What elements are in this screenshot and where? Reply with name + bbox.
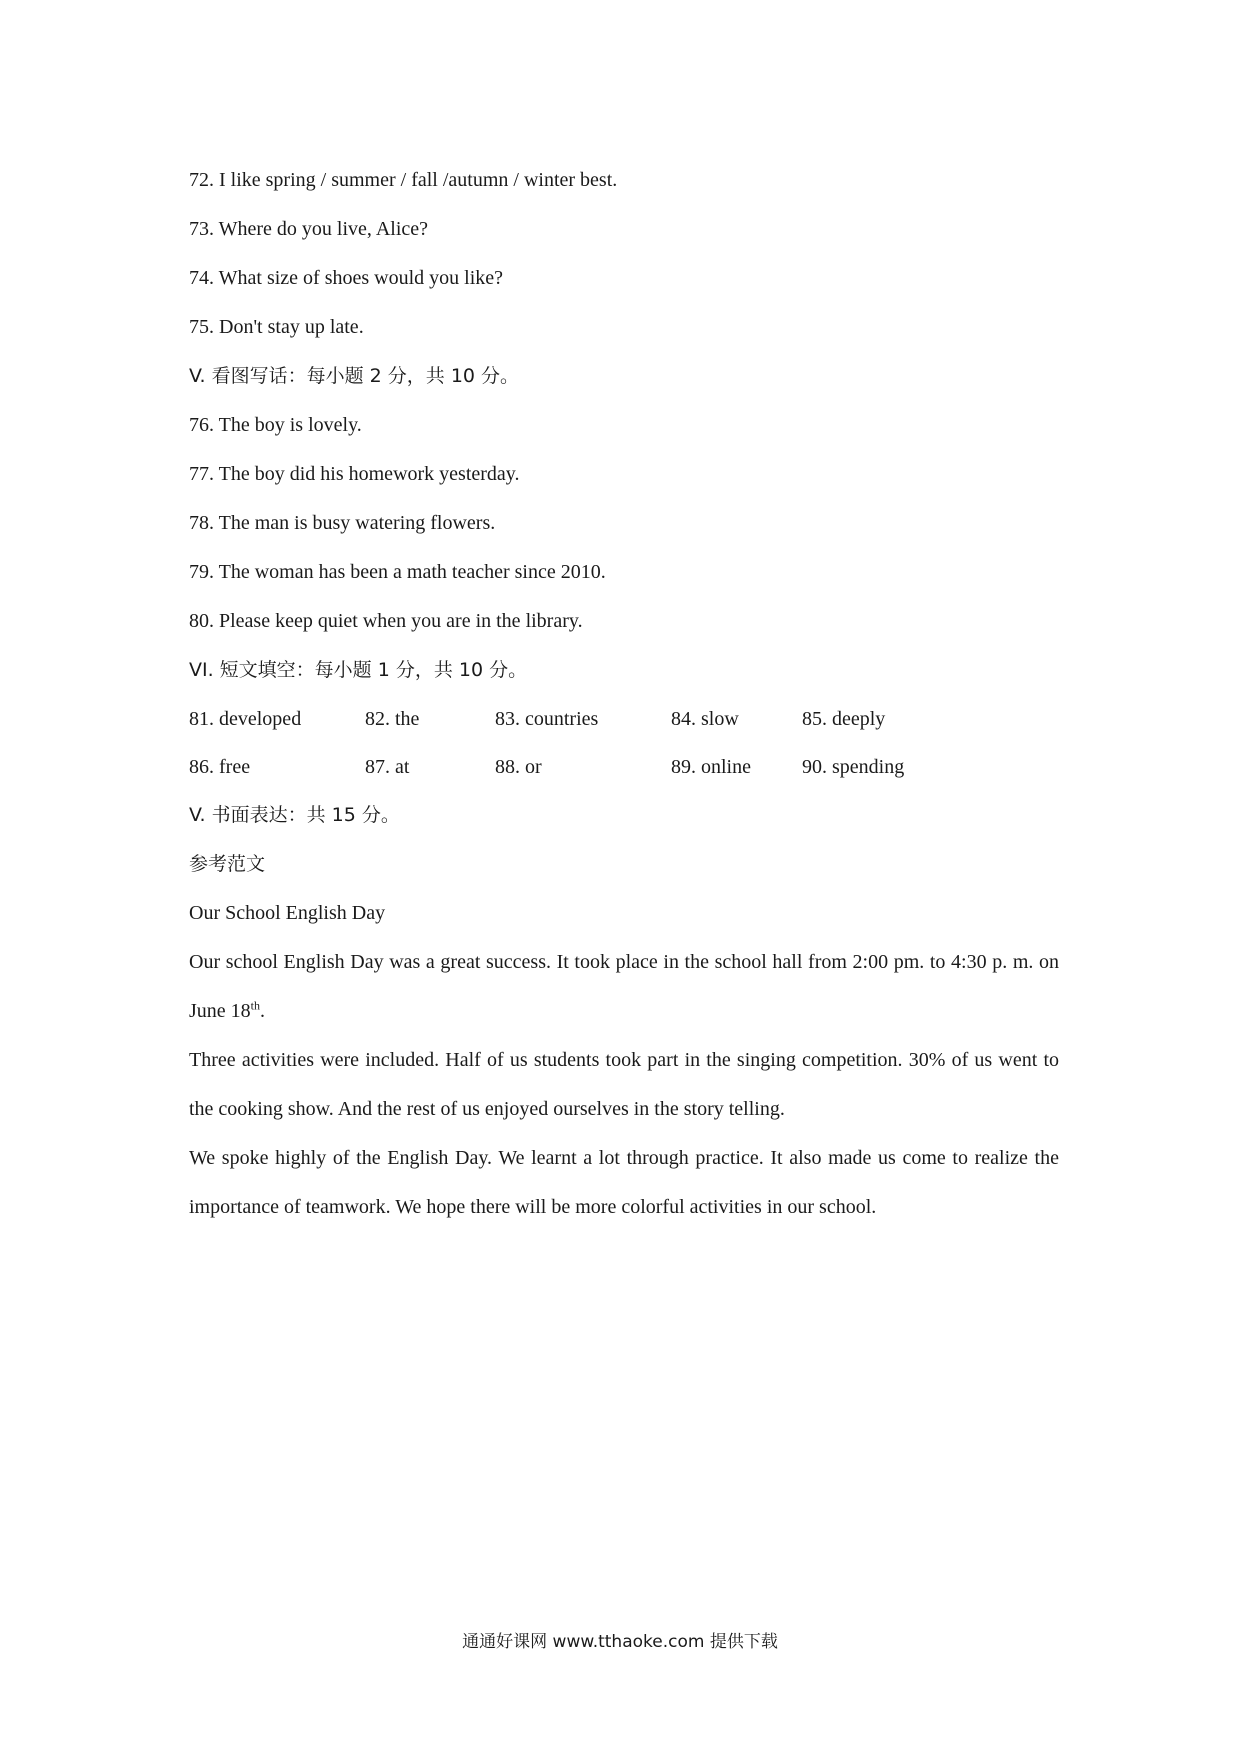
cloze-answer-88: 88. or bbox=[495, 756, 542, 778]
cloze-answer-87: 87. at bbox=[365, 756, 410, 778]
cloze-answer-84: 84. slow bbox=[671, 708, 739, 730]
ordinal-suffix: th bbox=[250, 998, 261, 1013]
essay-paragraph-1-end: . bbox=[260, 1000, 266, 1022]
section-heading-writing: V. 书面表达：共 15 分。 bbox=[189, 804, 400, 826]
answer-73: 73. Where do you live, Alice? bbox=[189, 218, 429, 240]
section-heading-cloze: VI. 短文填空：每小题 1 分，共 10 分。 bbox=[189, 659, 528, 681]
page-footer: 通通好课网 www.tthaoke.com 提供下载 bbox=[462, 1632, 778, 1652]
essay-paragraph-1 bbox=[189, 938, 1059, 1036]
cloze-answer-83: 83. countries bbox=[495, 708, 599, 730]
cloze-answer-86: 86. free bbox=[189, 756, 251, 778]
cloze-answer-81: 81. developed bbox=[189, 708, 302, 730]
cloze-answer-82: 82. the bbox=[365, 708, 420, 730]
answer-79: 79. The woman has been a math teacher since 2010. bbox=[189, 561, 606, 583]
answer-76: 76. The boy is lovely. bbox=[189, 414, 362, 436]
cloze-answer-85: 85. deeply bbox=[802, 708, 886, 730]
essay-paragraph-1-text: Our school English Day was a great success. It took place in the school hall from 2:00 pm. to 4:30 p. m. on June 18 bbox=[189, 951, 1059, 1022]
answer-72: 72. I like spring / summer / fall /autumn / winter best. bbox=[189, 169, 618, 191]
section-heading-picture-writing: V. 看图写话：每小题 2 分，共 10 分。 bbox=[189, 365, 520, 387]
answer-content bbox=[189, 156, 1059, 1232]
cloze-answer-90: 90. spending bbox=[802, 756, 905, 778]
answer-74: 74. What size of shoes would you like? bbox=[189, 267, 504, 289]
answer-77: 77. The boy did his homework yesterday. bbox=[189, 463, 520, 485]
cloze-row-1 bbox=[189, 695, 1059, 743]
sample-essay-label: 参考范文 bbox=[189, 853, 266, 875]
cloze-answer-89: 89. online bbox=[671, 756, 751, 778]
answer-78: 78. The man is busy watering flowers. bbox=[189, 512, 496, 534]
answer-80: 80. Please keep quiet when you are in the library. bbox=[189, 610, 583, 632]
essay-title: Our School English Day bbox=[189, 902, 386, 924]
essay-paragraph-3: We spoke highly of the English Day. We learnt a lot through practice. It also made us come to realize the importance of teamwork. We hope there will be more colorful activities in our school. bbox=[189, 1147, 1059, 1218]
cloze-row-2 bbox=[189, 743, 1059, 791]
answer-75: 75. Don't stay up late. bbox=[189, 316, 364, 338]
essay-paragraph-2: Three activities were included. Half of us students took part in the singing competition. 30% of us went to the cooking show. And the rest of us enjoyed ourselves in the story telling. bbox=[189, 1049, 1059, 1120]
